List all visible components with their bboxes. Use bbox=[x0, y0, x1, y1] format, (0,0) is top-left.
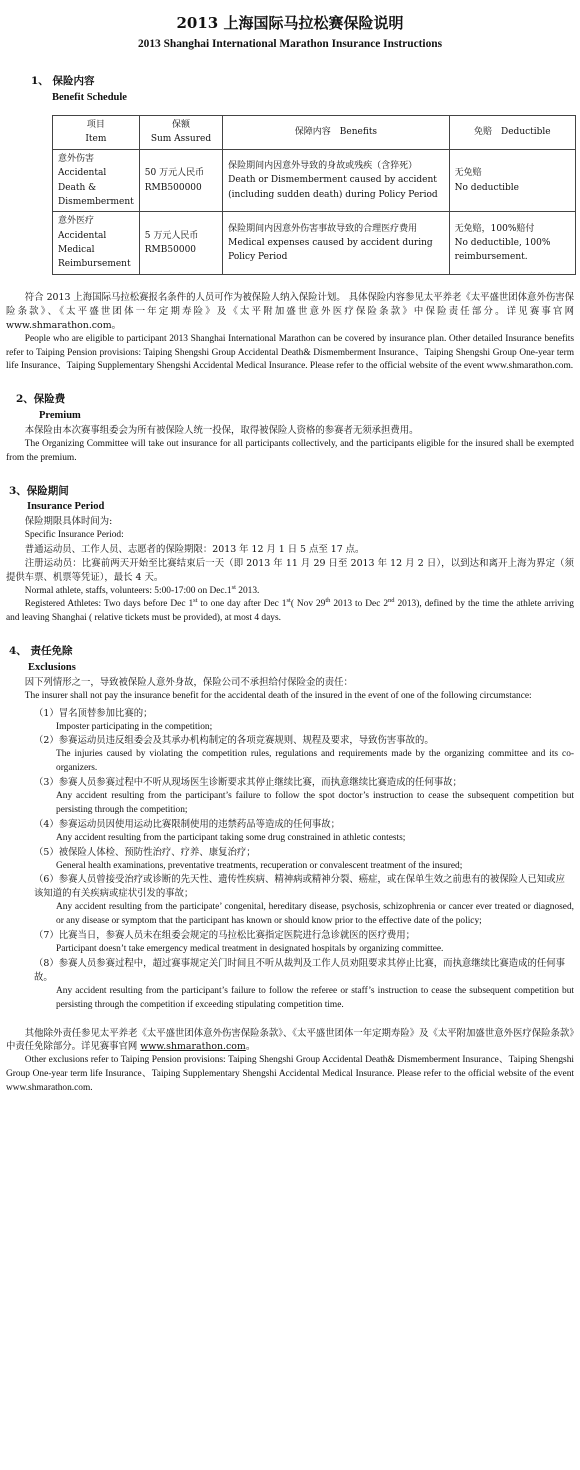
list-item-cn: （7）比赛当日，参赛人员未在组委会规定的马拉松比赛指定医院进行急诊就医的医疗费用； bbox=[34, 930, 415, 942]
header-sum-en: Sum Assured bbox=[150, 134, 212, 145]
cell-line: No deductible, 100% reimbursement. bbox=[454, 237, 551, 263]
list-item-en: Any accident resulting from the participate’ congenital, hereditary disease, psychosis, schizophrenia or cancer ever treated or diagnosed, or any disease or symptom that the participant has known or should know prior to the effective date of the policy; bbox=[56, 902, 574, 927]
list-item-en: Any accident resulting from the participant taking some drug constrained in athletic contests; bbox=[56, 832, 406, 843]
cell-sum bbox=[139, 149, 222, 212]
document-title-en: 2013 Shanghai International Marathon Insurance Instructions bbox=[137, 37, 443, 50]
superscript: st bbox=[231, 583, 236, 591]
cell-line: Death or Dismemberment caused by accident (including sudden death) during Policy Period bbox=[228, 175, 438, 200]
cell-line: Medical bbox=[58, 245, 95, 256]
cell-line: No deductible bbox=[454, 182, 519, 193]
text-span: Registered Athletes: Two days before Dec 1 bbox=[24, 599, 194, 610]
list-item-en: Any accident resulting from the participant’s failure to follow the referee or staff’s instruction to cease the subsequent competition but persisting through the competition if exceeding stipulating competition time. bbox=[56, 985, 574, 1010]
paragraph-en: The insurer shall not pay the insurance benefit for the accidental death of the insured in the event of one of the following circumstance: bbox=[24, 690, 532, 701]
paragraph-en: People who are eligible to participant 2013 Shanghai International Marathon can be covered by insurance plan. Other detailed Insurance benefits refer to Taiping Pension provisions: Taiping Shengshi Group Accidental Death& Dismemberment Insurance、Taiping Shengshi Group One-year term life Insurance、Taiping Supplementary Shengshi Accidental Medical Insurance. Please refer to the official website of the event www.shmarathon.com. bbox=[6, 333, 574, 372]
cell-benefit bbox=[223, 212, 449, 275]
header-benefits-label: 保障内容 Benefits bbox=[294, 127, 378, 138]
list-item-en: Any accident resulting from the participant’s failure to follow the spot doctor’s instruction to cease the subsequent competition but persisting through the competition; bbox=[56, 791, 574, 815]
header-sum bbox=[139, 115, 222, 149]
text-span: Normal athlete, staffs, volunteers: 5:00-17:00 on Dec.1 bbox=[24, 585, 232, 596]
cell-line: Dismemberment bbox=[58, 196, 134, 207]
table-header-row bbox=[53, 115, 576, 149]
paragraph-cn bbox=[6, 1027, 574, 1055]
cell-line: Death & bbox=[58, 182, 97, 193]
table-row bbox=[53, 212, 576, 275]
cell-line: Medical expenses caused by accident during Policy Period bbox=[228, 237, 433, 263]
header-deductible bbox=[449, 115, 575, 149]
cell-line: 意外伤害 bbox=[58, 153, 95, 164]
cell-line: 50 万元人民币 bbox=[144, 168, 205, 179]
cell-line: 5 万元人民币 bbox=[144, 230, 199, 241]
cell-item bbox=[53, 212, 140, 275]
cell-deductible bbox=[449, 149, 575, 212]
paragraph-cn: 注册运动员：比赛前两天开始至比赛结束后一天（即 2013 年 11 月 29 日至 2013 年 12 月 2 日），以到达和离开上海为界定（须提供车票、机票等凭证），最长 4 天。 bbox=[6, 557, 574, 583]
section-heading-en: Premium bbox=[39, 410, 81, 422]
list-item-cn: （6）参赛人员曾接受治疗或诊断的先天性、遗传性疾病、精神病或精神分裂、癌症，或在保单生效之前患有的被保险人已知或应该知道的有关疾病或症状引发的事故； bbox=[34, 874, 565, 900]
list-item bbox=[6, 818, 574, 846]
list-item bbox=[6, 929, 574, 957]
list-item-en: Imposter participating in the competition; bbox=[56, 721, 213, 732]
cell-sum bbox=[139, 212, 222, 275]
cell-line: Accidental bbox=[58, 168, 107, 179]
official-website-link[interactable]: www.shmarathon.com bbox=[140, 1041, 246, 1053]
text-span: 其他除外责任参见太平养老《太平盛世团体意外伤害保险条款》、《太平盛世团体一年定期寿险》及《太平附加盛世意外医疗保险条款》中责任免除部分。详见赛事官网 bbox=[6, 1027, 574, 1053]
list-item-cn: （2）参赛运动员违反组委会及其承办机构制定的各项竞赛规则、规程及要求，导致伤害事故的。 bbox=[34, 735, 434, 747]
list-item-en: Participant doesn’t take emergency medical treatment in designated hospitals by organizing committee. bbox=[56, 944, 444, 954]
section-heading-en: Benefit Schedule bbox=[52, 92, 127, 104]
cell-line: 无免赔，100%赔付 bbox=[454, 223, 535, 234]
list-item-cn: （4）参赛运动员因使用运动比赛限制使用的违禁药品等造成的任何事故； bbox=[34, 818, 340, 830]
text-span: 2013. bbox=[235, 585, 260, 596]
header-item-cn: 项目 bbox=[86, 119, 105, 130]
paragraph-cn: 本保险由本次赛事组委会为所有被保险人统一投保，取得被保险人资格的参赛者无须承担费用。 bbox=[24, 424, 419, 436]
section-heading-cn: 1、 保险内容 bbox=[31, 75, 95, 88]
cell-line: RMB50000 bbox=[144, 245, 197, 256]
header-item bbox=[53, 115, 140, 149]
list-item-cn: （8）参赛人员参赛过程中，超过赛事规定关门时间且不听从裁判及工作人员劝阻要求其停止比赛，而执意继续比赛造成的任何事故。 bbox=[34, 957, 565, 983]
list-item-cn: （1）冒名顶替参加比赛的； bbox=[34, 707, 153, 719]
cell-line: 保险期间内因意外伤害事故导致的合理医疗费用 bbox=[228, 223, 418, 234]
cell-line: Reimbursement bbox=[58, 259, 131, 270]
paragraph-cn: 符合 2013 上海国际马拉松赛报名条件的人员可作为被保险人纳入保险计划。 具体保险内容参见太平养老《太平盛世团体意外伤害保险条款》、《太平盛世团体一年定期寿险》及《太平附加盛世意外医疗保险条款》中保险责任部分。详见赛事官网 www.shmarathon.com。 bbox=[6, 291, 574, 331]
list-item-en: General health examinations, preventative treatments, recuperation or convalescent treatment of the insured; bbox=[56, 860, 463, 871]
list-item bbox=[6, 776, 574, 818]
text-span: 。 bbox=[245, 1041, 256, 1053]
header-item-en: Item bbox=[85, 134, 107, 145]
paragraph-cn: 因下列情形之一，导致被保险人意外身故，保险公司不承担给付保险金的责任： bbox=[24, 676, 353, 688]
superscript: th bbox=[325, 597, 331, 605]
exclusion-list bbox=[6, 707, 574, 1013]
cell-line: 保险期间内因意外导致的身故或残疾（含猝死） bbox=[228, 160, 418, 171]
section-premium bbox=[6, 392, 574, 465]
list-item bbox=[6, 873, 574, 929]
paragraph-en: The Organizing Committee will take out insurance for all participants collectively, and the participants eligible for the insured shall be exempted from the premium. bbox=[6, 438, 574, 463]
cell-line: RMB500000 bbox=[144, 182, 202, 193]
section-heading-cn: 3、保险期间 bbox=[9, 484, 69, 497]
text-span: ( Nov 29 bbox=[290, 599, 326, 610]
list-item bbox=[6, 734, 574, 776]
paragraph-en: Other exclusions refer to Taiping Pension provisions: Taiping Shengshi Group Accidental Death& Dismemberment Insurance、Taiping Shengshi Group One-year term life Insurance、Taiping Supplementary Shengshi Accidental Medical Insurance. Please refer to the official website of the event www.shmarathon.com. bbox=[6, 1055, 574, 1094]
document-title-cn: 2013 上海国际马拉松赛保险说明 bbox=[176, 14, 404, 32]
section-heading-en: Exclusions bbox=[28, 662, 76, 674]
benefit-table bbox=[52, 115, 576, 275]
text-span: 2013), defined by the time the athlete arriving and leaving Shanghai ( relative tickets must be provided), at most 4 days. bbox=[6, 599, 574, 624]
text-span: 2013 to Dec 2 bbox=[330, 599, 388, 610]
section-benefit-schedule bbox=[6, 74, 574, 374]
section-heading-en: Insurance Period bbox=[27, 501, 105, 513]
list-item-cn: （5）被保险人体检、预防性治疗、疗养、康复治疗； bbox=[34, 846, 256, 858]
paragraph-cn: 保险期限具体时间为: bbox=[24, 516, 113, 528]
section-exclusions bbox=[6, 644, 574, 1096]
section-heading-cn: 4、 责任免除 bbox=[9, 645, 73, 658]
table-row bbox=[53, 149, 576, 212]
cell-line: Accidental bbox=[58, 230, 107, 241]
section-heading-cn: 2、保险费 bbox=[16, 393, 66, 406]
cell-item bbox=[53, 149, 140, 212]
header-deductible-label: 免赔 Deductible bbox=[474, 127, 551, 138]
header-benefits bbox=[223, 115, 449, 149]
list-item bbox=[6, 957, 574, 1013]
list-item-en: The injuries caused by violating the competition rules, regulations and requirements made by the organizing committee and its co-organizers. bbox=[56, 749, 574, 774]
text-span: to one day after Dec 1 bbox=[197, 599, 287, 610]
header-sum-cn: 保额 bbox=[171, 119, 190, 130]
cell-benefit bbox=[223, 149, 449, 212]
section-insurance-period bbox=[6, 484, 574, 627]
superscript: nd bbox=[388, 597, 395, 605]
cell-line: 意外医疗 bbox=[58, 216, 95, 227]
paragraph-en: Specific Insurance Period: bbox=[24, 529, 124, 540]
list-item-cn: （3）参赛人员参赛过程中不听从现场医生诊断要求其停止继续比赛，而执意继续比赛造成的任何事故； bbox=[34, 777, 462, 789]
list-item bbox=[6, 846, 574, 874]
cell-deductible bbox=[449, 212, 575, 275]
paragraph-cn: 普通运动员、工作人员、志愿者的保险期限：2013 年 12 月 1 日 5 点至 17 点。 bbox=[24, 543, 365, 555]
superscript: st bbox=[193, 597, 198, 605]
paragraph-en-registered-athletes bbox=[6, 598, 574, 626]
list-item bbox=[6, 707, 574, 735]
cell-line: 无免赔 bbox=[454, 168, 482, 179]
superscript: st bbox=[286, 597, 291, 605]
